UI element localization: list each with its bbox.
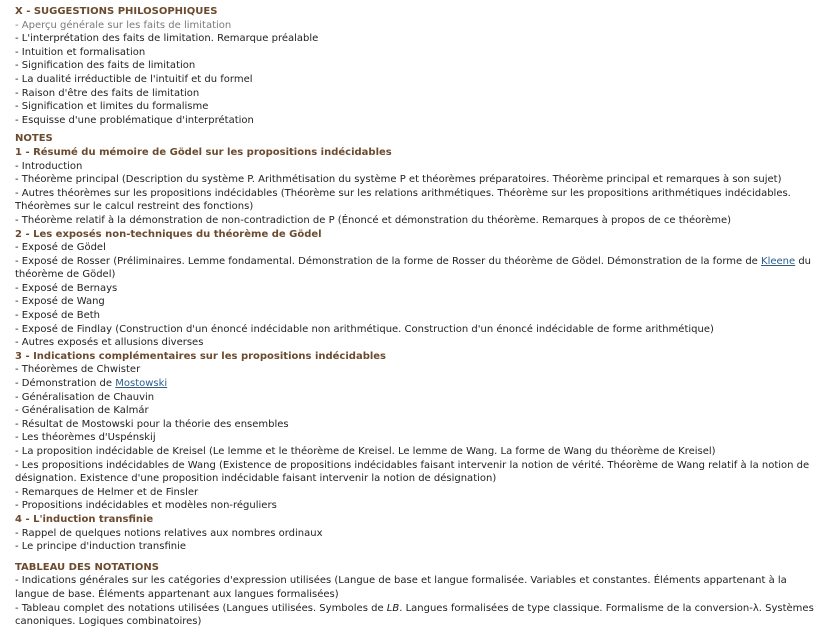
- list-item: - Aperçu générale sur les faits de limitation: [15, 19, 232, 31]
- list-item: - Exposé de Beth: [15, 310, 100, 322]
- list-item: - Intuition et formalisation: [15, 46, 146, 58]
- list-item: - Le principe d'induction transfinie: [15, 541, 187, 553]
- notes-title: NOTES: [15, 133, 53, 145]
- list-item: - La dualité irréductible de l'intuitif et du formel: [15, 73, 253, 85]
- list-item: - Raison d'être des faits de limitation: [15, 87, 200, 99]
- list-item: - Généralisation de Kalmár: [15, 405, 149, 417]
- section-title: X - SUGGESTIONS PHILOSOPHIQUES: [15, 6, 218, 17]
- mostowski-link[interactable]: Mostowski: [115, 378, 168, 390]
- tableau-title: TABLEAU DES NOTATIONS: [15, 561, 159, 573]
- chapter-title-2: 2 - Les exposés non-techniques du théorème de Gödel: [15, 228, 322, 240]
- list-item-text: . Langues formalisées de type classique. Formalisme de la conversion-λ. Systèmes canoniques. Logiques combinatoires): [15, 602, 814, 628]
- list-item: - Signification et limites du formalisme: [15, 101, 209, 113]
- list-item: - Autres exposés et allusions diverses: [15, 337, 204, 349]
- list-item-text: - Exposé de Rosser (Préliminaires. Lemme fondamental. Démonstration de la forme de Rosser du théorème de Gödel. Démonstration de la forme de: [15, 255, 762, 267]
- list-item: - Exposé de Gödel: [15, 242, 106, 254]
- list-item: - Autres théorèmes sur les propositions indécidables (Théorème sur les relations arithmétiques. Théorème sur les propositions arithmétiques indécidables. Théorèmes sur le calcul restreint des fonctions): [15, 187, 791, 213]
- list-item: - La proposition indécidable de Kreisel (Le lemme et le théorème de Kreisel. Le lemme de Wang. La forme de Wang du théorème de Kreisel): [15, 446, 716, 457]
- list-item: - Généralisation de Chauvin: [15, 391, 155, 403]
- chapter-title-1: 1 - Résumé du mémoire de Gödel sur les propositions indécidables: [15, 146, 392, 158]
- list-item: - Exposé de Findlay (Construction d'un énoncé indécidable non arithmétique. Construction d'un énoncé indécidable de forme arithmétique): [15, 323, 714, 335]
- list-item: - Esquisse d'une problématique d'interprétation: [15, 114, 254, 126]
- lb-symbol: LB: [386, 602, 400, 614]
- list-item-text: - Démonstration de: [15, 378, 116, 390]
- list-item-text: - Tableau complet des notations utilisées (Langues utilisées. Symboles de: [15, 602, 387, 614]
- chapter-title-4: 4 - L'induction transfinie: [15, 513, 154, 525]
- list-item: - Propositions indécidables et modèles non-réguliers: [15, 500, 277, 512]
- list-item: - Les théorèmes d'Uspénskij: [15, 432, 156, 444]
- list-item: - Rappel de quelques notions relatives aux nombres ordinaux: [15, 527, 323, 539]
- list-item: - Exposé de Wang: [15, 296, 105, 308]
- list-item: - Théorèmes de Chwister: [15, 364, 141, 376]
- list-item: - Exposé de Bernays: [15, 282, 118, 294]
- list-item: - Résultat de Mostowski pour la théorie des ensembles: [15, 418, 289, 430]
- kleene-link[interactable]: Kleene: [761, 255, 796, 267]
- list-item: - L'interprétation des faits de limitation. Remarque préalable: [15, 33, 319, 45]
- chapter-title-3: 3 - Indications complémentaires sur les propositions indécidables: [15, 350, 387, 362]
- list-item: - Signification des faits de limitation: [15, 60, 196, 72]
- list-item: - Indications générales sur les catégories d'expression utilisées (Langue de base et langue formalisée. Variables et constantes. Éléments appartenant à la langue de base. Éléments appartenant aux langues formalisées): [15, 575, 787, 600]
- list-item: [15, 602, 824, 629]
- list-item: - Théorème relatif à la démonstration de non-contradiction de P (Énoncé et démonstration du théorème. Remarques à propos de ce théorème): [15, 214, 732, 226]
- list-item: [15, 255, 824, 282]
- list-item: - Les propositions indécidables de Wang (Existence de propositions indécidables faisant intervenir la notion de vérité. Théorème de Wang relatif à la notion de désignation. Existence d'une proposition indécidable faisant intervenir la notion de désignation): [15, 459, 810, 485]
- list-item: - Introduction: [15, 160, 83, 172]
- list-item: - Remarques de Helmer et de Finsler: [15, 486, 199, 498]
- list-item-text: du théorème de Gödel): [15, 255, 812, 281]
- list-item: - Théorème principal (Description du système P. Arithmétisation du système P et théorèmes préparatoires. Théorème principal et remarques à son sujet): [15, 174, 782, 186]
- list-item: [15, 377, 824, 391]
